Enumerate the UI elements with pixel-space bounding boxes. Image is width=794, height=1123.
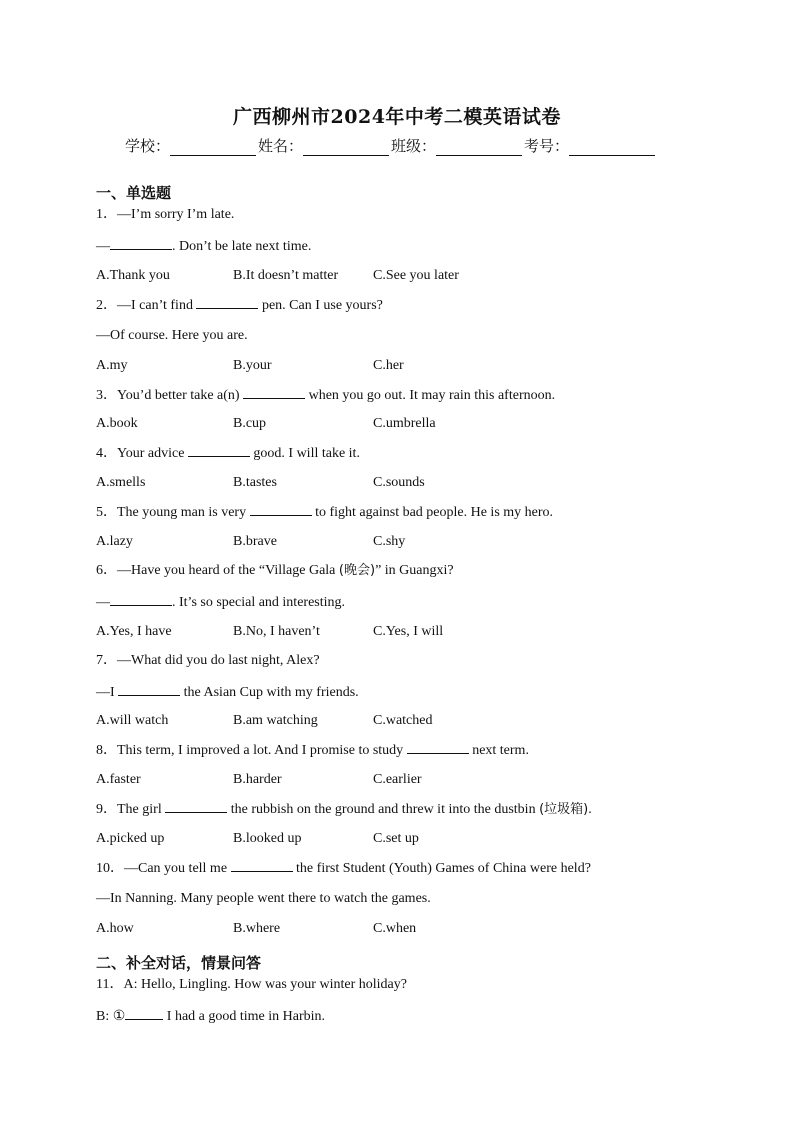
option-c: C.shy xyxy=(373,534,406,549)
question-10-prompt: 10．—Can you tell me the first Student (Youth) Games of China were held? xyxy=(96,861,591,876)
class-blank[interactable] xyxy=(436,141,522,156)
school-blank[interactable] xyxy=(170,141,256,156)
question-9-prompt: 9．The girl the rubbish on the ground and threw it into the dustbin (垃圾箱). xyxy=(96,802,592,817)
option-a: A.how xyxy=(96,921,134,936)
question-7-prompt: 7．—What did you do last night, Alex? xyxy=(96,653,320,668)
question-4-prompt: 4．Your advice good. I will take it. xyxy=(96,446,360,461)
section-heading-single-choice: 一、单选题 xyxy=(96,184,172,202)
answer-blank[interactable] xyxy=(250,503,312,516)
answer-blank[interactable] xyxy=(231,859,293,872)
question-1-response: — . Don’t be late next time. xyxy=(96,239,312,254)
option-b: B.am watching xyxy=(233,713,318,728)
option-c: C.umbrella xyxy=(373,416,436,431)
question-11-line-a: 11．A: Hello, Lingling. How was your winter holiday? xyxy=(96,977,407,992)
question-8-prompt: 8．This term, I improved a lot. And I promise to study next term. xyxy=(96,743,529,758)
option-b: B.It doesn’t matter xyxy=(233,268,339,283)
option-b: B.looked up xyxy=(233,831,302,846)
name-blank[interactable] xyxy=(303,141,389,156)
option-c: C.Yes, I will xyxy=(373,624,444,639)
school-label: 学校： xyxy=(125,137,171,155)
option-c: C.earlier xyxy=(373,772,422,787)
answer-blank[interactable] xyxy=(407,741,469,754)
question-6-response: — . It’s so special and interesting. xyxy=(96,595,346,610)
option-a: A.Thank you xyxy=(96,268,170,283)
answer-blank[interactable] xyxy=(118,683,180,696)
question-5-prompt: 5．The young man is very to fight against bad people. He is my hero. xyxy=(96,505,554,520)
option-c: C.set up xyxy=(373,831,419,846)
name-label: 姓名： xyxy=(258,137,304,155)
page-title: 广西柳州市2024年中考二模英语试卷 xyxy=(233,106,561,128)
option-b: B.where xyxy=(233,921,281,936)
answer-blank[interactable] xyxy=(188,444,250,457)
option-b: B.cup xyxy=(233,416,267,431)
section-heading-dialogue: 二、补全对话，情景问答 xyxy=(96,954,262,972)
option-c: C.her xyxy=(373,358,404,373)
question-3-prompt: 3．You’d better take a(n) when you go out. It may rain this afternoon. xyxy=(96,388,556,403)
option-a: A.faster xyxy=(96,772,141,787)
option-b: B.your xyxy=(233,358,272,373)
answer-blank[interactable] xyxy=(110,237,172,250)
option-c: C.when xyxy=(373,921,417,936)
option-b: B.harder xyxy=(233,772,282,787)
option-a: A.will watch xyxy=(96,713,169,728)
option-a: A.smells xyxy=(96,475,146,490)
option-a: A.my xyxy=(96,358,128,373)
option-b: B.brave xyxy=(233,534,277,549)
answer-blank[interactable] xyxy=(110,593,172,606)
option-c: C.sounds xyxy=(373,475,425,490)
question-1-prompt: 1．—I’m sorry I’m late. xyxy=(96,207,235,222)
option-c: C.watched xyxy=(373,713,433,728)
option-a: A.picked up xyxy=(96,831,165,846)
answer-blank[interactable] xyxy=(165,800,227,813)
question-7-response: —I the Asian Cup with my friends. xyxy=(96,685,359,700)
student-info-row xyxy=(125,135,685,156)
question-6-prompt: 6．—Have you heard of the “Village Gala (晚会)” in Guangxi? xyxy=(96,563,454,578)
option-a: A.lazy xyxy=(96,534,133,549)
question-2-prompt: 2．—I can’t find pen. Can I use yours? xyxy=(96,298,383,313)
option-a: A.book xyxy=(96,416,138,431)
option-a: A.Yes, I have xyxy=(96,624,172,639)
answer-blank[interactable] xyxy=(196,296,258,309)
exam-number-blank[interactable] xyxy=(569,141,655,156)
option-c: C.See you later xyxy=(373,268,459,283)
question-11-line-b: B: ① I had a good time in Harbin. xyxy=(96,1009,326,1024)
class-label: 班级： xyxy=(391,137,437,155)
option-b: B.No, I haven’t xyxy=(233,624,320,639)
answer-blank[interactable] xyxy=(125,1007,163,1020)
question-10-response: —In Nanning. Many people went there to watch the games. xyxy=(96,891,431,906)
option-b: B.tastes xyxy=(233,475,277,490)
question-2-response: —Of course. Here you are. xyxy=(96,328,248,343)
exam-number-label: 考号： xyxy=(524,137,570,155)
answer-blank[interactable] xyxy=(243,386,305,399)
